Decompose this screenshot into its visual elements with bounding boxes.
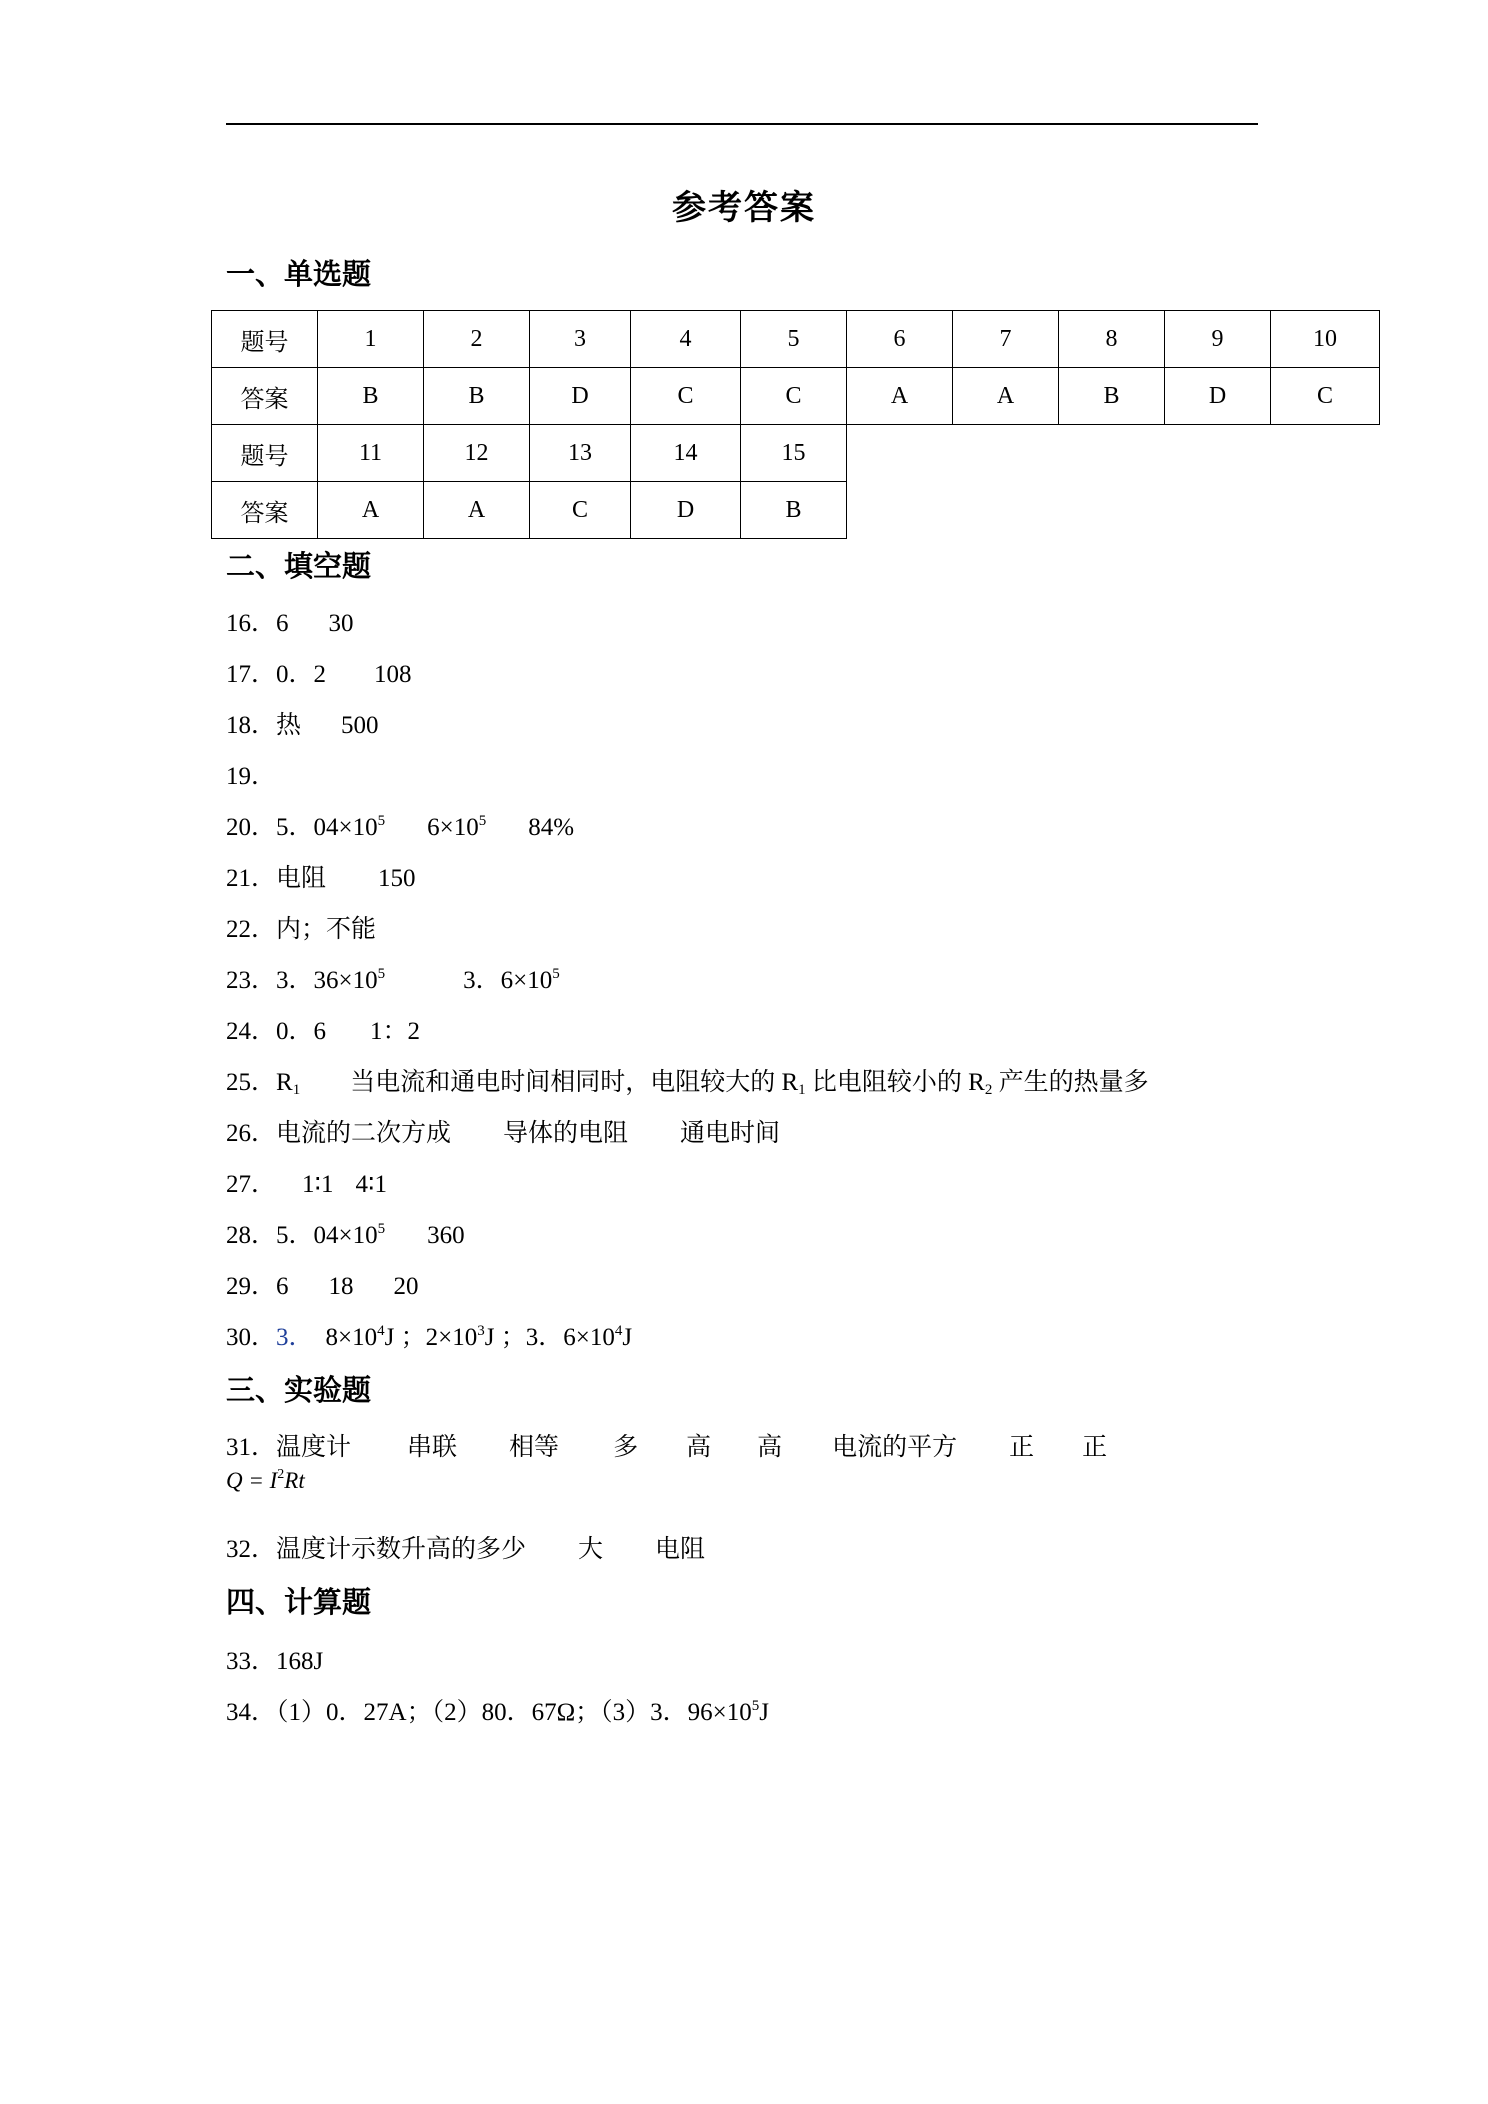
table-cell: 9 — [1165, 311, 1271, 368]
table-cell: 7 — [953, 311, 1059, 368]
table-cell: C — [741, 368, 847, 425]
table-cell: A — [424, 482, 530, 539]
table-cell: 8 — [1059, 311, 1165, 368]
table-cell: 11 — [318, 425, 424, 482]
table-row-header: 答案 — [212, 368, 318, 425]
table-cell: 6 — [847, 311, 953, 368]
answer-25: 25．$R_1$ 当电流和通电时间相同时，电阻较大的 $R_1$ 比电阻较小的 $R_2$ 产生的热量多 — [226, 1069, 1149, 1098]
answer-31-item: 高 — [757, 1434, 783, 1461]
table-row-question-1-10 — [212, 311, 1380, 368]
table-cell: C — [530, 482, 631, 539]
table-cell: 2 — [424, 311, 530, 368]
table-cell: D — [631, 482, 741, 539]
answer-31-item: 正 — [1082, 1434, 1108, 1461]
table-cell: B — [1059, 368, 1165, 425]
answer-31-item: 电流的平方 — [832, 1434, 958, 1461]
header-rule — [226, 123, 1258, 125]
table-row-header: 答案 — [212, 482, 318, 539]
table-cell: A — [847, 368, 953, 425]
answer-28: 28．5．$04\times 10^5$ 360 — [226, 1221, 465, 1249]
table-empty-cell — [1271, 425, 1380, 482]
table-cell: A — [953, 368, 1059, 425]
table-cell: 15 — [741, 425, 847, 482]
table-empty-cell — [1165, 425, 1271, 482]
table-cell: C — [631, 368, 741, 425]
answer-31-item: 温度计 — [276, 1434, 352, 1461]
answer-27: 27． 1∶1 4∶1 — [226, 1171, 388, 1198]
answer-30: 30．3． $8\times 10^4J$ ；$2\times 10^3J$ ；3．$6\times 10^4J$ — [226, 1323, 633, 1351]
answer-19: 19． — [226, 763, 277, 790]
answer-31-item: 高 — [686, 1434, 712, 1461]
table-empty-cell — [1059, 482, 1165, 539]
answer-31-item: 相等 — [509, 1434, 560, 1461]
section-heading-single-choice: 一、单选题 — [226, 259, 372, 291]
answer-26: 26．电流的二次方成 导体的电阻 通电时间 — [226, 1120, 781, 1147]
table-cell: 4 — [631, 311, 741, 368]
table-empty-cell — [847, 482, 953, 539]
table-cell: D — [1165, 368, 1271, 425]
table-row-header: 题号 — [212, 425, 318, 482]
answer-31-item: 正 — [1009, 1434, 1035, 1461]
answer-23: 23．3．$36\times 10^5$ 3．$6\times 10^5$ — [226, 966, 560, 994]
table-cell: 1 — [318, 311, 424, 368]
table-cell: 3 — [530, 311, 631, 368]
table-cell: 14 — [631, 425, 741, 482]
table-row-question-11-15 — [212, 425, 1380, 482]
section-heading-calculation: 四、计算题 — [226, 1587, 372, 1619]
answer-31: 31．温度计 串联 相等 多 高 高 电流的平方 正 正 — [226, 1434, 1108, 1461]
answer-31-formula: $Q = I^2Rt$ — [226, 1467, 305, 1493]
table-empty-cell — [847, 425, 953, 482]
table-cell: 5 — [741, 311, 847, 368]
table-row-header: 题号 — [212, 311, 318, 368]
answer-16: 16．6 30 — [226, 610, 354, 637]
table-row-answer-1-10 — [212, 368, 1380, 425]
answer-31-item: 多 — [613, 1434, 639, 1461]
table-empty-cell — [1271, 482, 1380, 539]
table-row-answer-11-15 — [212, 482, 1380, 539]
table-cell: B — [741, 482, 847, 539]
answer-29: 29．6 18 20 — [226, 1273, 419, 1300]
answer-22: 22．内；不能 — [226, 916, 377, 943]
answer-34: 34．（1）0．27A；（2）80．67Ω；（3）3．$96\times 10^5J$ — [226, 1698, 769, 1726]
table-cell: B — [424, 368, 530, 425]
answer-table — [211, 310, 1380, 539]
answer-31-item: 串联 — [407, 1434, 458, 1461]
table-empty-cell — [1165, 482, 1271, 539]
answer-21: 21．电阻 150 — [226, 865, 416, 892]
answer-18: 18．热 500 — [226, 712, 379, 739]
section-heading-experiment: 三、实验题 — [226, 1375, 372, 1407]
table-cell: 12 — [424, 425, 530, 482]
section-heading-fill-blank: 二、填空题 — [226, 551, 372, 583]
table-cell: A — [318, 482, 424, 539]
table-cell: C — [1271, 368, 1380, 425]
page-title: 参考答案 — [672, 190, 816, 227]
answer-17: 17．0．2 108 — [226, 661, 412, 688]
table-empty-cell — [953, 425, 1059, 482]
answer-20: 20．5．$04\times 10^5$ $6\times 10^5$ 84% — [226, 813, 575, 841]
answer-24: 24．0．6 1：2 — [226, 1018, 421, 1045]
table-cell: 13 — [530, 425, 631, 482]
answer-32: 32．温度计示数升高的多少 大 电阻 — [226, 1536, 706, 1563]
table-empty-cell — [953, 482, 1059, 539]
table-cell: 10 — [1271, 311, 1380, 368]
table-cell: B — [318, 368, 424, 425]
table-cell: D — [530, 368, 631, 425]
answer-33: 33．168J — [226, 1648, 324, 1675]
table-empty-cell — [1059, 425, 1165, 482]
